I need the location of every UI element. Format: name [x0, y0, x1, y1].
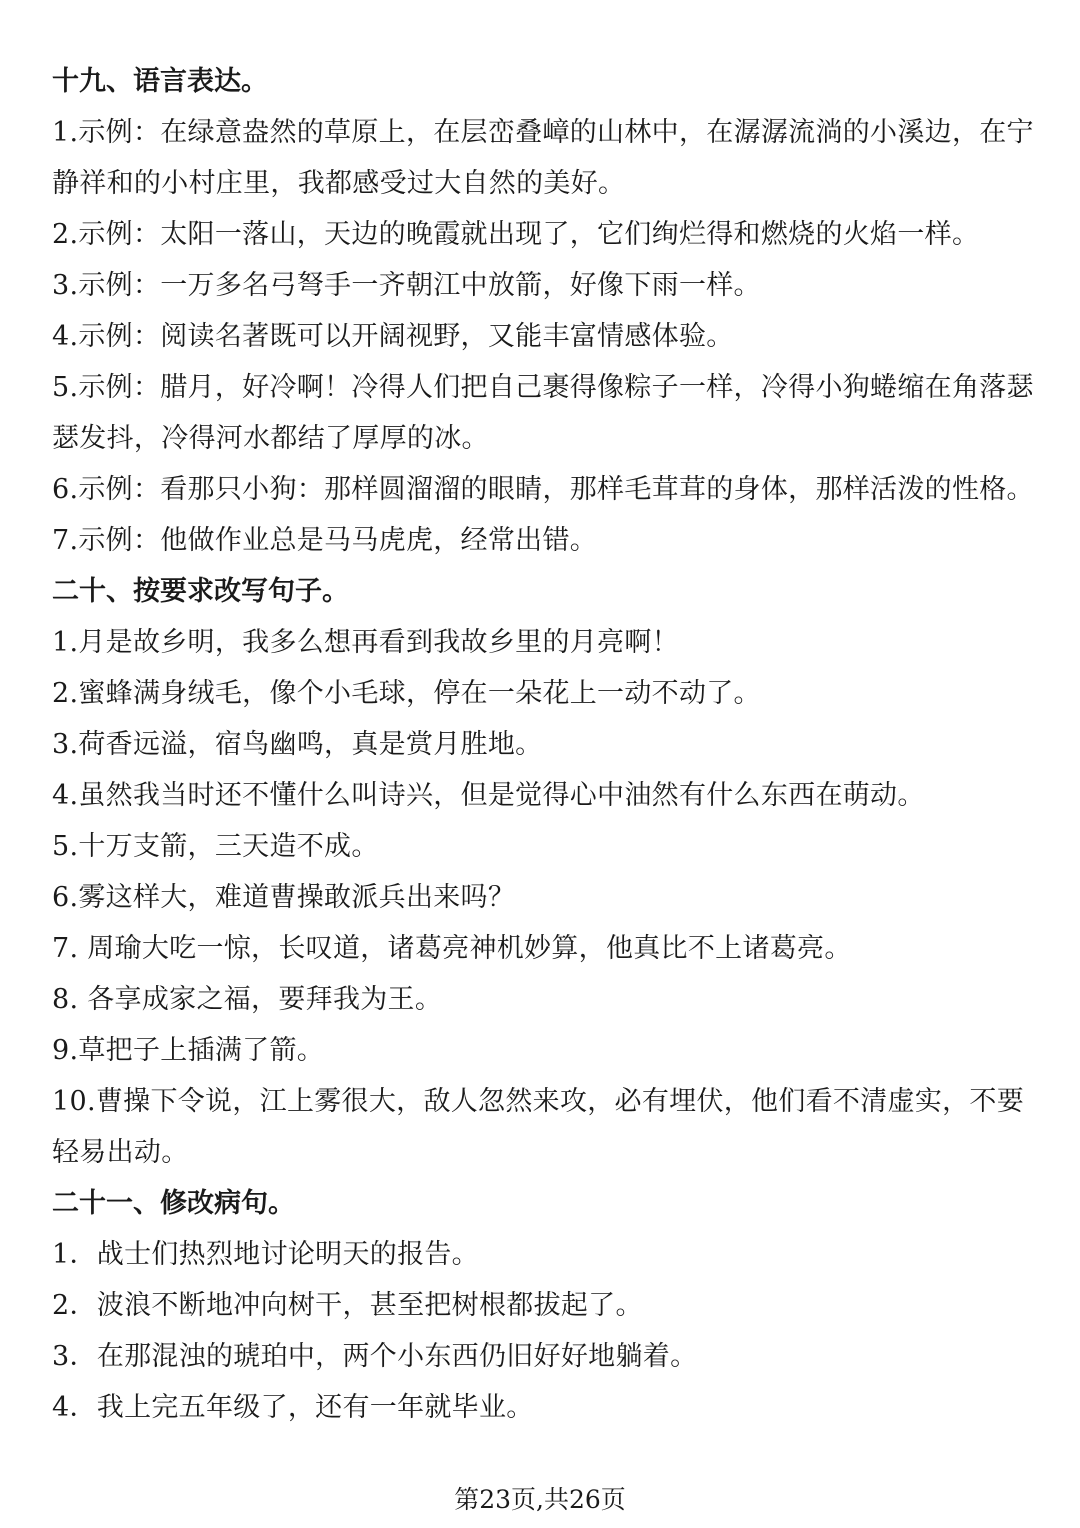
section-19: [52, 56, 1042, 566]
list-item: 6.雾这样大，难道曹操敢派兵出来吗？: [52, 882, 516, 913]
list-item: 2.示例：太阳一落山，天边的晚霞就出现了，它们绚烂得和燃烧的火焰一样。: [52, 219, 980, 250]
list-item: 4.虽然我当时还不懂什么叫诗兴，但是觉得心中油然有什么东西在萌动。: [52, 780, 925, 811]
section-heading: 十九、语言表达。: [52, 66, 268, 97]
list-item: 4.示例：阅读名著既可以开阔视野，又能丰富情感体验。: [52, 321, 734, 352]
list-item: 3.荷香远溢，宿鸟幽鸣，真是赏月胜地。: [52, 729, 543, 760]
list-item: 8. 各享成家之福，要拜我为王。: [52, 984, 443, 1015]
list-item: 6.示例：看那只小狗：那样圆溜溜的眼睛，那样毛茸茸的身体，那样活泼的性格。: [52, 474, 1034, 505]
list-item: 10.曹操下令说，江上雾很大，敌人忽然来攻，必有埋伏，他们看不清虚实，不要轻易出动。: [52, 1086, 1025, 1168]
list-item: 1.月是故乡明，我多么想再看到我故乡里的月亮啊！: [52, 627, 679, 658]
list-item: 3．在那混浊的琥珀中，两个小东西仍旧好好地躺着。: [52, 1341, 698, 1372]
list-item: 4．我上完五年级了，还有一年就毕业。: [52, 1392, 534, 1423]
document-page: [52, 56, 1042, 1433]
page-number-footer: 第23页,共26页: [454, 1485, 626, 1514]
list-item: 5.十万支箭，三天造不成。: [52, 831, 379, 862]
section-heading: 二十一、修改病句。: [52, 1188, 295, 1219]
section-heading: 二十、按要求改写句子。: [52, 576, 349, 607]
list-item: 9.草把子上插满了箭。: [52, 1035, 325, 1066]
section-20: [52, 566, 1042, 1178]
list-item: 5.示例：腊月，好冷啊！冷得人们把自己裹得像粽子一样，冷得小狗蜷缩在角落瑟瑟发抖，冷得河水都结了厚厚的冰。: [52, 372, 1034, 454]
list-item: 1.示例：在绿意盎然的草原上，在层峦叠嶂的山林中，在潺潺流淌的小溪边，在宁静祥和的小村庄里，我都感受过大自然的美好。: [52, 117, 1034, 199]
list-item: 2．波浪不断地冲向树干，甚至把树根都拔起了。: [52, 1290, 643, 1321]
list-item: 3.示例：一万多名弓弩手一齐朝江中放箭，好像下雨一样。: [52, 270, 761, 301]
section-21: [52, 1178, 1042, 1433]
list-item: 2.蜜蜂满身绒毛，像个小毛球，停在一朵花上一动不动了。: [52, 678, 761, 709]
list-item: 7. 周瑜大吃一惊，长叹道，诸葛亮神机妙算，他真比不上诸葛亮。: [52, 933, 852, 964]
list-item: 7.示例：他做作业总是马马虎虎，经常出错。: [52, 525, 598, 556]
list-item: 1．战士们热烈地讨论明天的报告。: [52, 1239, 479, 1270]
